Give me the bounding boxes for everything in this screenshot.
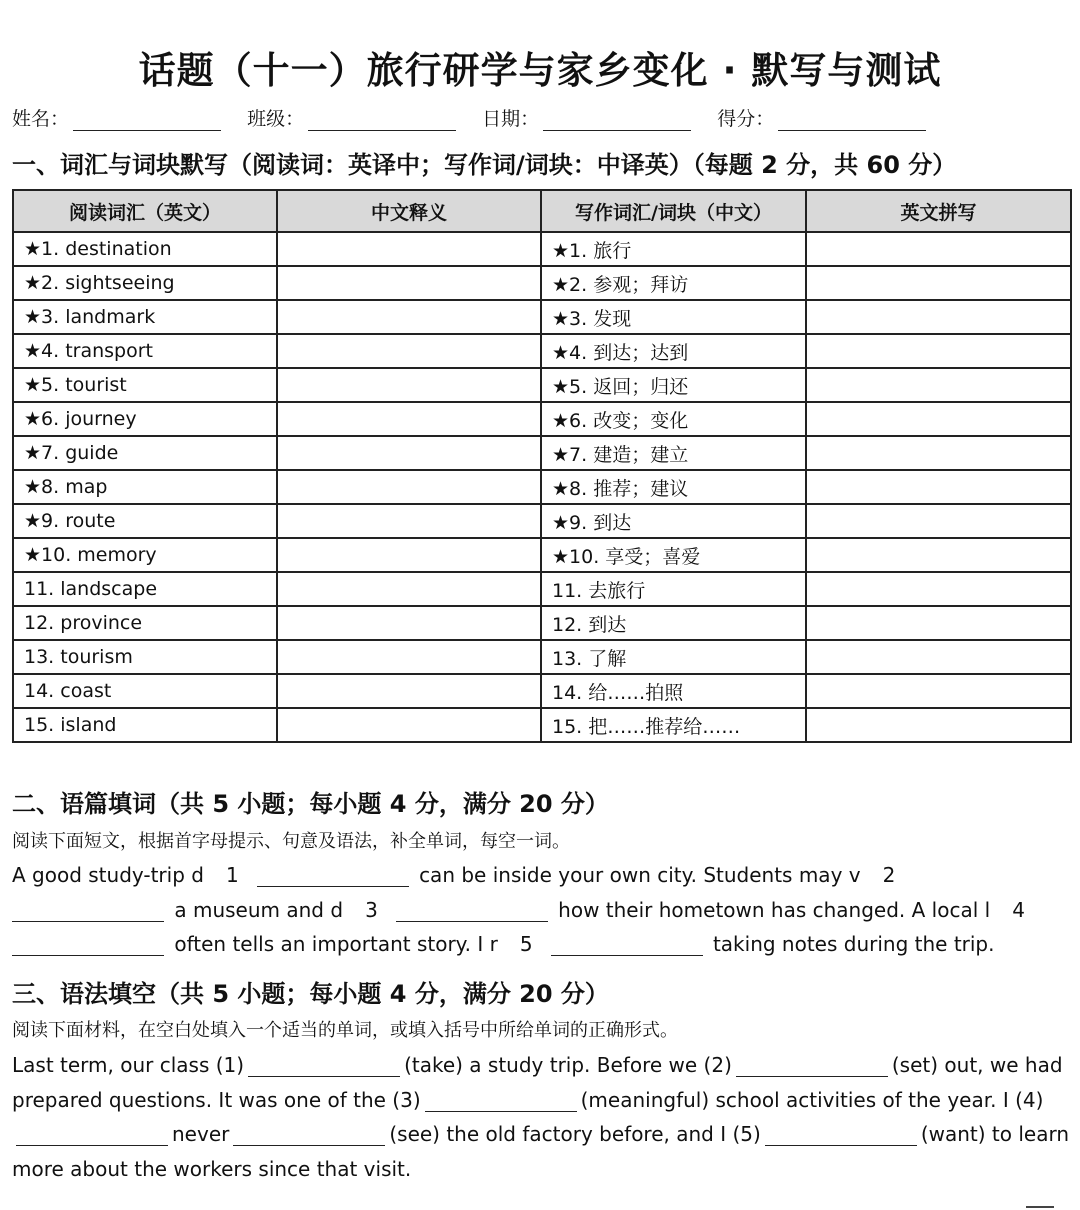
table-row <box>13 232 1071 266</box>
writing-word-cell: ★8. 推荐；建议 <box>541 470 806 504</box>
table-row <box>13 708 1071 742</box>
page-edge-mark <box>1026 1206 1054 1208</box>
date-field <box>482 104 691 134</box>
chinese-answer-cell[interactable] <box>277 368 541 402</box>
answer-blank-1[interactable] <box>257 864 409 887</box>
header-writing-words: 写作词汇/词块（中文） <box>541 190 806 232</box>
reading-word-cell: 15. island <box>13 708 277 742</box>
passage-text: (meaningful) school activities of the year. I (4) <box>580 1087 1044 1112</box>
table-row <box>13 300 1071 334</box>
reading-word-cell: 12. province <box>13 606 277 640</box>
blank-number: 1 <box>225 863 239 887</box>
passage-text: Last term, our class (1) <box>12 1053 245 1077</box>
english-answer-cell[interactable] <box>806 708 1071 742</box>
class-label: 班级： <box>247 108 305 130</box>
writing-word-cell: ★9. 到达 <box>541 504 806 538</box>
chinese-answer-cell[interactable] <box>277 640 541 674</box>
student-info-row <box>12 104 1072 134</box>
writing-word-cell: 14. 给……拍照 <box>541 674 806 708</box>
answer-blank-2[interactable] <box>12 899 164 922</box>
section2-heading: 二、语篇填词（共 5 小题；每小题 4 分，满分 20 分） <box>12 790 609 818</box>
english-answer-cell[interactable] <box>806 470 1071 504</box>
blank-number: 2 <box>882 863 896 887</box>
english-answer-cell[interactable] <box>806 368 1071 402</box>
name-blank[interactable] <box>73 110 221 131</box>
english-answer-cell[interactable] <box>806 674 1071 708</box>
english-answer-cell[interactable] <box>806 640 1071 674</box>
reading-word-cell: ★9. route <box>13 504 277 538</box>
english-answer-cell[interactable] <box>806 402 1071 436</box>
section2-instruction: 阅读下面短文，根据首字母提示、句意及语法，补全单词，每空一词。 <box>12 831 570 852</box>
writing-word-cell: ★7. 建造；建立 <box>541 436 806 470</box>
chinese-answer-cell[interactable] <box>277 606 541 640</box>
english-answer-cell[interactable] <box>806 334 1071 368</box>
class-field <box>247 104 456 134</box>
writing-word-cell: ★10. 享受；喜爱 <box>541 538 806 572</box>
writing-word-cell: ★5. 返回；归还 <box>541 368 806 402</box>
vocabulary-table <box>12 189 1072 743</box>
table-row <box>13 640 1071 674</box>
passage-text: taking notes during the trip. <box>712 932 995 956</box>
reading-word-cell: ★2. sightseeing <box>13 266 277 300</box>
writing-word-cell: ★1. 旅行 <box>541 232 806 266</box>
chinese-answer-cell[interactable] <box>277 300 541 334</box>
english-answer-cell[interactable] <box>806 266 1071 300</box>
name-label: 姓名： <box>12 108 70 130</box>
score-field <box>717 104 926 134</box>
section3-passage <box>12 1048 1072 1186</box>
chinese-answer-cell[interactable] <box>277 470 541 504</box>
passage-text: (set) out, we had prepared questions. It was one of the (3) <box>12 1053 1063 1112</box>
reading-word-cell: ★8. map <box>13 470 277 504</box>
score-label: 得分： <box>717 108 775 130</box>
table-row <box>13 606 1071 640</box>
grammar-blank-4b[interactable] <box>233 1123 385 1146</box>
table-row <box>13 470 1071 504</box>
reading-word-cell: 13. tourism <box>13 640 277 674</box>
chinese-answer-cell[interactable] <box>277 538 541 572</box>
blank-number: 3 <box>365 897 378 922</box>
chinese-answer-cell[interactable] <box>277 708 541 742</box>
chinese-answer-cell[interactable] <box>277 266 541 300</box>
answer-blank-3[interactable] <box>396 899 548 922</box>
table-row <box>13 334 1071 368</box>
answer-blank-5[interactable] <box>551 933 703 956</box>
passage-text: often tells an important story. I r <box>174 932 498 956</box>
passage-text: (see) the old factory before, and I (5) <box>389 1122 761 1146</box>
writing-word-cell: ★2. 参观；拜访 <box>541 266 806 300</box>
section3-instruction: 阅读下面材料，在空白处填入一个适当的单词，或填入括号中所给单词的正确形式。 <box>12 1020 678 1041</box>
passage-text: how their hometown has changed. A local l <box>558 897 991 922</box>
date-label: 日期： <box>482 108 540 130</box>
reading-word-cell: 14. coast <box>13 674 277 708</box>
writing-word-cell: 12. 到达 <box>541 606 806 640</box>
writing-word-cell: 15. 把……推荐给…… <box>541 708 806 742</box>
english-answer-cell[interactable] <box>806 538 1071 572</box>
reading-word-cell: ★6. journey <box>13 402 277 436</box>
header-chinese-meaning: 中文释义 <box>277 190 541 232</box>
table-row <box>13 538 1071 572</box>
english-answer-cell[interactable] <box>806 572 1071 606</box>
answer-blank-4[interactable] <box>12 933 164 956</box>
table-row <box>13 674 1071 708</box>
writing-word-cell: ★4. 到达；达到 <box>541 334 806 368</box>
reading-word-cell: ★7. guide <box>13 436 277 470</box>
grammar-blank-2[interactable] <box>736 1054 888 1077</box>
section2-passage <box>12 858 1072 962</box>
writing-word-cell: 11. 去旅行 <box>541 572 806 606</box>
chinese-answer-cell[interactable] <box>277 504 541 538</box>
grammar-blank-5[interactable] <box>765 1123 917 1146</box>
passage-text: can be inside your own city. Students may v <box>419 863 861 887</box>
passage-text: never <box>172 1122 230 1146</box>
passage-text: (want) to learn more about the workers since that visit. <box>12 1122 1070 1181</box>
english-answer-cell[interactable] <box>806 504 1071 538</box>
reading-word-cell: ★3. landmark <box>13 300 277 334</box>
table-row <box>13 572 1071 606</box>
table-row <box>13 368 1071 402</box>
english-answer-cell[interactable] <box>806 300 1071 334</box>
reading-word-cell: 11. landscape <box>13 572 277 606</box>
passage-text: A good study-trip d <box>12 863 204 887</box>
writing-word-cell: ★3. 发现 <box>541 300 806 334</box>
table-row <box>13 402 1071 436</box>
header-reading-words: 阅读词汇（英文） <box>13 190 277 232</box>
english-answer-cell[interactable] <box>806 232 1071 266</box>
table-row <box>13 266 1071 300</box>
chinese-answer-cell[interactable] <box>277 436 541 470</box>
name-field <box>12 104 221 134</box>
grammar-blank-3[interactable] <box>425 1089 577 1112</box>
reading-word-cell: ★1. destination <box>13 232 277 266</box>
score-blank[interactable] <box>778 110 926 131</box>
chinese-answer-cell[interactable] <box>277 402 541 436</box>
writing-word-cell: 13. 了解 <box>541 640 806 674</box>
page-title: 话题（十一）旅行研学与家乡变化 · 默写与测试 <box>138 49 942 92</box>
chinese-answer-cell[interactable] <box>277 334 541 368</box>
passage-text: (take) a study trip. Before we (2) <box>404 1053 732 1077</box>
chinese-answer-cell[interactable] <box>277 232 541 266</box>
chinese-answer-cell[interactable] <box>277 674 541 708</box>
date-blank[interactable] <box>543 110 691 131</box>
chinese-answer-cell[interactable] <box>277 572 541 606</box>
grammar-blank-1[interactable] <box>248 1054 400 1077</box>
grammar-blank-4a[interactable] <box>16 1123 168 1146</box>
blank-number: 4 <box>1012 897 1025 922</box>
table-row <box>13 504 1071 538</box>
table-row <box>13 436 1071 470</box>
class-blank[interactable] <box>308 110 456 131</box>
writing-word-cell: ★6. 改变；变化 <box>541 402 806 436</box>
section3-heading: 三、语法填空（共 5 小题；每小题 4 分，满分 20 分） <box>12 980 609 1008</box>
table-header-row <box>13 190 1071 232</box>
reading-word-cell: ★4. transport <box>13 334 277 368</box>
reading-word-cell: ★5. tourist <box>13 368 277 402</box>
section1-heading: 一、词汇与词块默写（阅读词：英译中；写作词/词块：中译英）（每题 2 分，共 60 分） <box>12 151 957 179</box>
header-english-spelling: 英文拼写 <box>806 190 1071 232</box>
blank-number: 5 <box>519 932 533 956</box>
english-answer-cell[interactable] <box>806 436 1071 470</box>
passage-text: a museum and d <box>174 897 344 922</box>
reading-word-cell: ★10. memory <box>13 538 277 572</box>
english-answer-cell[interactable] <box>806 606 1071 640</box>
